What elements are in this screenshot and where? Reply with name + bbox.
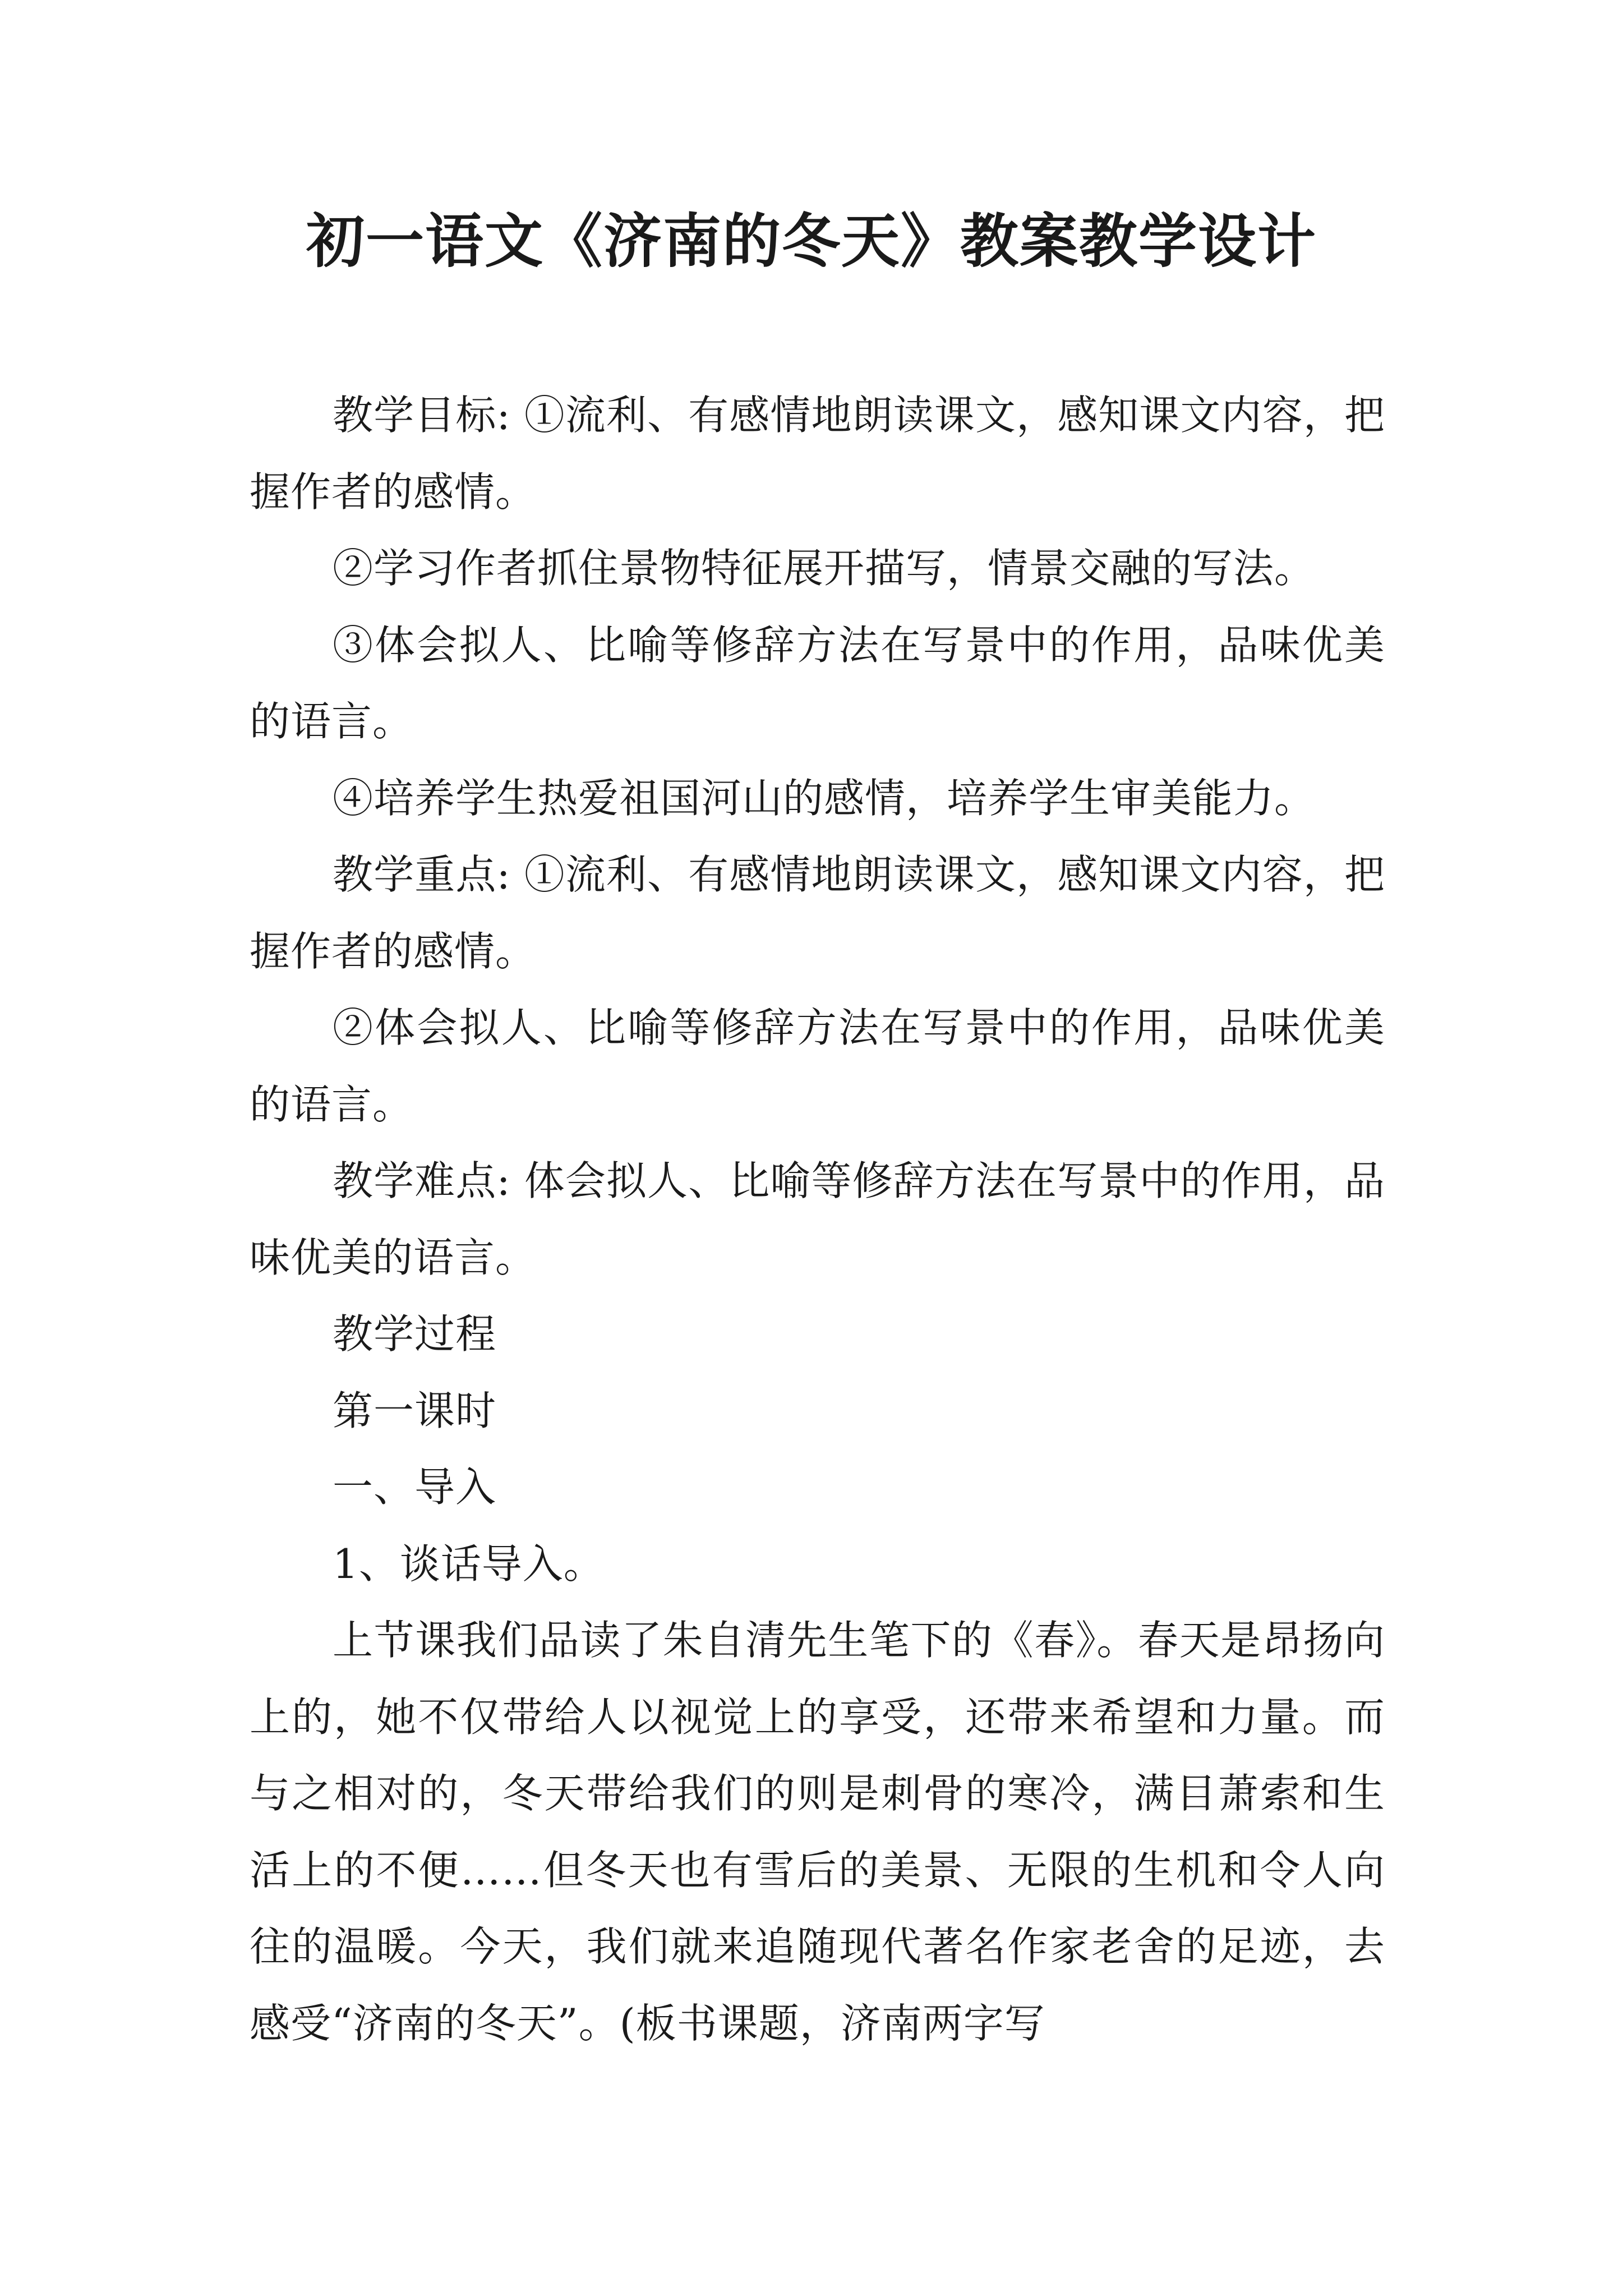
paragraph-objective-4: ④培养学生热爱祖国河山的感情，培养学生审美能力。 [333, 774, 1316, 822]
paragraph-focus-2: ②体会拟人、比喻等修辞方法在写景中的作用，品味优美的语言。 [250, 1004, 1385, 1128]
paragraph-teaching-focus: 教学重点: ①流利、有感情地朗读课文，感知课文内容，把握作者的感情。 [250, 851, 1385, 975]
paragraph-intro-text: 上节课我们品读了朱自清先生笔下的《春》。春天是昂扬向上的，她不仅带给人以视觉上的享受，还带来希望和力量。而与之相对的，冬天带给我们的则是刺骨的寒冷，满目萧索和生活上的不便……但冬天也有雪后的美景、无限的生机和令人向往的温暖。今天，我们就来追随现代著名作家老舍的足迹，去感受“济南的冬天”。(板书课题，济南两字写 [250, 1617, 1385, 2047]
paragraph-objective-2: ②学习作者抓住景物特征展开描写，情景交融的写法。 [333, 545, 1316, 592]
document-title: 初一语文《济南的冬天》教案教学设计 [306, 207, 1317, 275]
heading-teaching-process: 教学过程 [333, 1310, 497, 1358]
paragraph-teaching-objectives: 教学目标: ①流利、有感情地朗读课文，感知课文内容，把握作者的感情。 [250, 392, 1385, 516]
heading-conversation-intro: 1、谈话导入。 [333, 1540, 605, 1588]
heading-introduction: 一、导入 [333, 1464, 497, 1511]
paragraph-objective-3: ③体会拟人、比喻等修辞方法在写景中的作用，品味优美的语言。 [250, 621, 1385, 745]
document-body [250, 377, 1385, 2062]
paragraph-teaching-difficulty: 教学难点: 体会拟人、比喻等修辞方法在写景中的作用，品味优美的语言。 [250, 1157, 1385, 1281]
heading-first-lesson: 第一课时 [333, 1387, 497, 1434]
